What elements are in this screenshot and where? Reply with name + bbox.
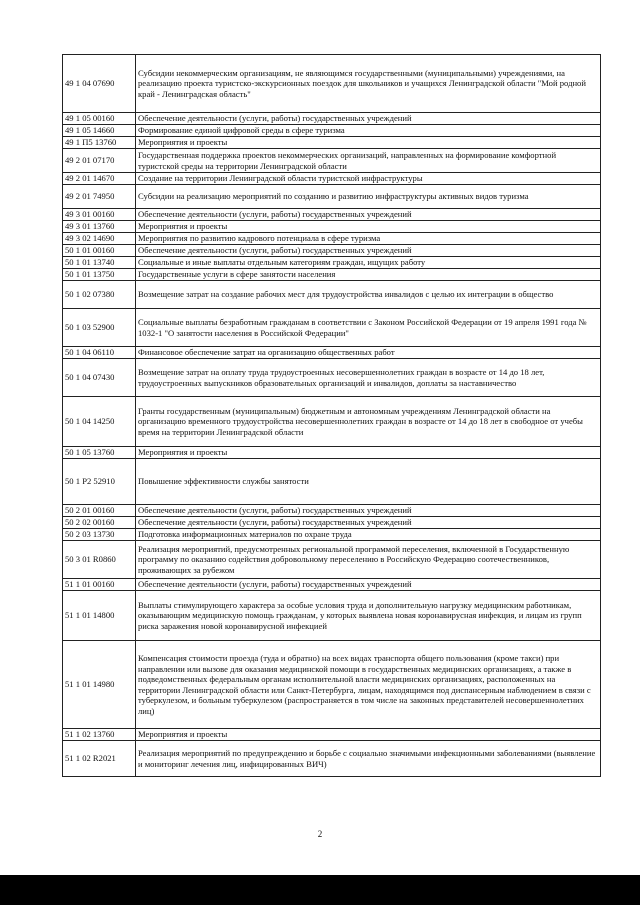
- table-row: [63, 185, 601, 209]
- table-row: [63, 269, 601, 281]
- table-row: [63, 309, 601, 347]
- table-row: [63, 729, 601, 741]
- code-cell: 50 1 03 52900: [63, 309, 136, 347]
- table-row: [63, 529, 601, 541]
- description-cell: Финансовое обеспечение затрат на организацию общественных работ: [136, 347, 601, 359]
- description-cell: Социальные и иные выплаты отдельным категориям граждан, ищущих работу: [136, 257, 601, 269]
- table-row: [63, 137, 601, 149]
- code-cell: 49 3 02 14690: [63, 233, 136, 245]
- table-row: [63, 359, 601, 397]
- table-row: [63, 579, 601, 591]
- table-row: [63, 173, 601, 185]
- table-body: [63, 55, 601, 777]
- code-cell: 51 1 02 13760: [63, 729, 136, 741]
- description-cell: Реализация мероприятий по предупреждению и борьбе с социально значимыми инфекционными заболеваниями (выявление и мониторинг лечения лиц, инфицированных ВИЧ): [136, 741, 601, 777]
- table-row: [63, 397, 601, 447]
- code-cell: 49 1 05 14660: [63, 125, 136, 137]
- code-cell: 49 1 05 00160: [63, 113, 136, 125]
- code-cell: 50 1 01 00160: [63, 245, 136, 257]
- description-cell: Обеспечение деятельности (услуги, работы) государственных учреждений: [136, 245, 601, 257]
- table-row: [63, 245, 601, 257]
- table-row: [63, 447, 601, 459]
- code-cell: 51 1 01 00160: [63, 579, 136, 591]
- description-cell: Подготовка информационных материалов по охране труда: [136, 529, 601, 541]
- code-cell: 51 1 01 14980: [63, 641, 136, 729]
- table-row: [63, 209, 601, 221]
- code-cell: 49 2 01 74950: [63, 185, 136, 209]
- description-cell: Повышение эффективности службы занятости: [136, 459, 601, 505]
- budget-codes-table: [62, 54, 601, 777]
- table-row: [63, 459, 601, 505]
- table-row: [63, 113, 601, 125]
- description-cell: Социальные выплаты безработным гражданам в соответствии с Законом Российской Федерации от 19 апреля 1991 года № 1032-1 "О занятости населения в Российской Федерации": [136, 309, 601, 347]
- table-row: [63, 347, 601, 359]
- table-row: [63, 125, 601, 137]
- table-row: [63, 591, 601, 641]
- code-cell: 50 1 P2 52910: [63, 459, 136, 505]
- table-row: [63, 281, 601, 309]
- table-row: [63, 257, 601, 269]
- description-cell: Субсидии некоммерческим организациям, не являющимся государственными (муниципальными) учреждениями, на реализацию проекта туристско-экскурсионных поездок для школьников и учащихся Ленинградской области "Мой родной край - Ленинградская область": [136, 55, 601, 113]
- table-row: [63, 641, 601, 729]
- code-cell: 50 1 04 14250: [63, 397, 136, 447]
- table-row: [63, 741, 601, 777]
- description-cell: Мероприятия и проекты: [136, 447, 601, 459]
- description-cell: Создание на территории Ленинградской области туристской инфраструктуры: [136, 173, 601, 185]
- table-row: [63, 517, 601, 529]
- table-row: [63, 221, 601, 233]
- code-cell: 49 1 04 07690: [63, 55, 136, 113]
- code-cell: 50 1 04 07430: [63, 359, 136, 397]
- description-cell: Мероприятия и проекты: [136, 221, 601, 233]
- code-cell: 49 2 01 07170: [63, 149, 136, 173]
- code-cell: 50 2 03 13730: [63, 529, 136, 541]
- table-row: [63, 233, 601, 245]
- description-cell: Гранты государственным (муниципальным) бюджетным и автономным учреждениям Ленинградской области на организацию временного трудоустройства несовершеннолетних граждан в возрасте от 14 до 18 лет в свободное от учебы время на территории Ленинградской области: [136, 397, 601, 447]
- description-cell: Мероприятия по развитию кадрового потенциала в сфере туризма: [136, 233, 601, 245]
- code-cell: 50 1 04 06110: [63, 347, 136, 359]
- code-cell: 50 1 01 13740: [63, 257, 136, 269]
- code-cell: 50 2 01 00160: [63, 505, 136, 517]
- description-cell: Обеспечение деятельности (услуги, работы) государственных учреждений: [136, 505, 601, 517]
- code-cell: 49 3 01 00160: [63, 209, 136, 221]
- code-cell: 51 1 01 14800: [63, 591, 136, 641]
- table-row: [63, 149, 601, 173]
- code-cell: 50 2 02 00160: [63, 517, 136, 529]
- description-cell: Компенсация стоимости проезда (туда и обратно) на всех видах транспорта общего пользования (кроме такси) при направлении или вызове для оказания медицинской помощи в государственных медицинских организациях, а также в подведомственных федеральным органам исполнительной власти медицинских организациях, расположенных на территории Ленинградской области или Санкт-Петербурга, лицам, находящимся под диспансерным наблюдением в связи с туберкулезом, и больным туберкулезом (распространяется в том числе на законных представителей несовершеннолетних лиц): [136, 641, 601, 729]
- description-cell: Обеспечение деятельности (услуги, работы) государственных учреждений: [136, 517, 601, 529]
- page-number: 2: [317, 829, 323, 839]
- code-cell: 49 3 01 13760: [63, 221, 136, 233]
- description-cell: Реализация мероприятий, предусмотренных региональной программой переселения, включенной в Государственную программу по оказанию содействия добровольному переселению в Российскую Федерацию соотечественников, проживающих за рубежом: [136, 541, 601, 579]
- description-cell: Возмещение затрат на оплату труда трудоустроенных несовершеннолетних граждан в возрасте от 14 до 18 лет, трудоустроенных выпускников образовательных организаций и инвалидов, доплаты за наставничество: [136, 359, 601, 397]
- code-cell: 50 1 05 13760: [63, 447, 136, 459]
- description-cell: Государственные услуги в сфере занятости населения: [136, 269, 601, 281]
- description-cell: Государственная поддержка проектов некоммерческих организаций, направленных на формирование комфортной туристской среды на территории Ленинградской области: [136, 149, 601, 173]
- description-cell: Обеспечение деятельности (услуги, работы) государственных учреждений: [136, 113, 601, 125]
- code-cell: 51 1 02 R2021: [63, 741, 136, 777]
- description-cell: Обеспечение деятельности (услуги, работы) государственных учреждений: [136, 209, 601, 221]
- code-cell: 50 1 01 13750: [63, 269, 136, 281]
- description-cell: Субсидии на реализацию мероприятий по созданию и развитию инфраструктуры активных видов туризма: [136, 185, 601, 209]
- description-cell: Выплаты стимулирующего характера за особые условия труда и дополнительную нагрузку медицинским работникам, оказывающим медицинскую помощь гражданам, у которых выявлена новая коронавирусная инфекция, и лицам из групп риска заражения новой коронавирусной инфекцией: [136, 591, 601, 641]
- description-cell: Формирование единой цифровой среды в сфере туризма: [136, 125, 601, 137]
- table-row: [63, 55, 601, 113]
- code-cell: 50 1 02 07380: [63, 281, 136, 309]
- table-row: [63, 505, 601, 517]
- code-cell: 49 2 01 14670: [63, 173, 136, 185]
- table-row: [63, 541, 601, 579]
- scan-edge-band: [0, 875, 640, 905]
- description-cell: Мероприятия и проекты: [136, 137, 601, 149]
- description-cell: Обеспечение деятельности (услуги, работы) государственных учреждений: [136, 579, 601, 591]
- code-cell: 50 3 01 R0860: [63, 541, 136, 579]
- code-cell: 49 1 П5 13760: [63, 137, 136, 149]
- description-cell: Мероприятия и проекты: [136, 729, 601, 741]
- description-cell: Возмещение затрат на создание рабочих мест для трудоустройства инвалидов с целью их интеграции в общество: [136, 281, 601, 309]
